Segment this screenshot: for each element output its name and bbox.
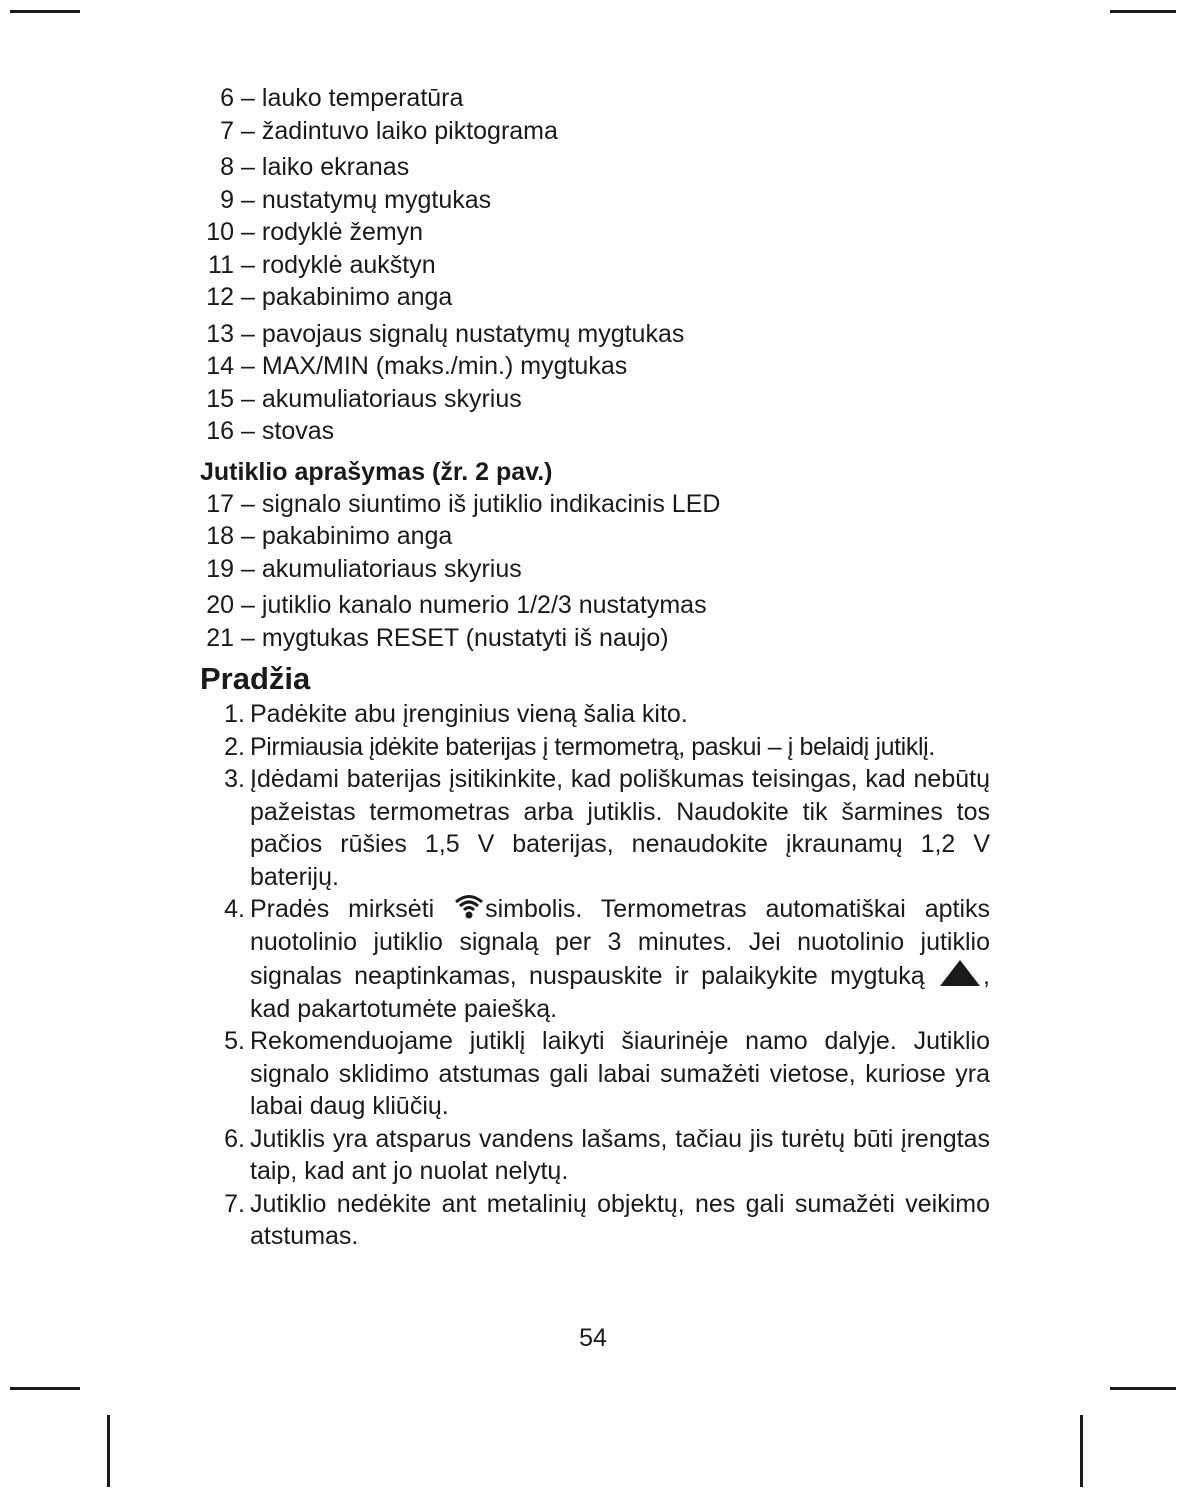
legend-item: 20 – jutiklio kanalo numerio 1/2/3 nustatymas [206,591,707,619]
legend-item: 15 – akumuliatoriaus skyrius [206,384,522,413]
legend-item: 21 – mygtukas RESET (nustatyti iš naujo) [206,623,669,652]
legend-item: 6 – lauko temperatūra [220,84,464,112]
legend-item: 13 – pavojaus signalų nustatymų mygtukas [206,319,685,348]
legend-item: 16 – stovas [206,417,335,445]
legend-item: 11 – rodyklė aukštyn [208,250,436,279]
step-item: 1. Padėkite abu įrenginius vieną šalia kito. [224,700,688,728]
legend-item: 19 – akumuliatoriaus skyrius [206,554,522,583]
step-item: 2. Pirmiausia įdėkite baterijas į termometrą, paskui – į belaidį jutiklį. [224,732,935,761]
page-number: 54 [579,1324,607,1352]
legend-item: 12 – pakabinimo anga [206,283,453,311]
crop-mark-top-right [1110,10,1176,13]
page-content [200,82,990,1253]
legend-item: 18 – pakabinimo anga [206,522,453,550]
device-legend [200,82,990,448]
step-item: 7. Jutiklio nedėkite ant metalinių objektų, nes gali sumažėti veikimo atstumas. [224,1189,990,1250]
legend-item: 9 – nustatymų mygtukas [220,185,492,214]
legend-item: 14 – MAX/MIN (maks./min.) mygtukas [206,352,628,380]
step-text: Pradės mirksėti simbolis. Termometras automatiškai aptiks nuotolinio jutiklio signalą per 3 minutes. Jei nuotolinio jutiklio signalas neaptinkamas, nuspauskite ir palaikykite mygtuką , kad pakartotumėte paiešką. [250,895,991,1023]
getting-started-steps [200,698,990,1253]
legend-item: 7 – žadintuvo laiko piktograma [220,116,558,145]
step-item: 6. Jutiklis yra atsparus vandens lašams, tačiau jis turėtų būti įrengtas taip, kad ant jo nuolat nelytų. [224,1124,990,1185]
step-item: 4. Pradės mirksėti simbolis. Termometras automatiškai aptiks nuotolinio jutiklio signalą per 3 minutes. Jei nuotolinio jutiklio signalas neaptinkamas, nuspauskite ir palaikykite mygtuką , kad pakartotumėte paiešką. [200,893,990,1025]
crop-mark-bottom-right-vertical [1080,1415,1083,1487]
sensor-description-heading: Jutiklio aprašymas (žr. 2 pav.) [200,457,553,486]
step-item: 3. Įdėdami baterijas įsitikinkite, kad poliškumas teisingas, kad nebūtų pažeistas termometras arba jutiklis. Naudokite tik šarmines tos pačios rūšies 1,5 V baterijas, nenaudokite įkraunamų 1,2 V baterijų. [224,765,990,891]
up-arrow-button-icon [938,958,982,988]
crop-mark-bottom-right [1110,1387,1176,1390]
crop-mark-bottom-left-vertical [107,1415,110,1487]
legend-item: 10 – rodyklė žemyn [206,218,424,246]
wireless-signal-icon [454,893,484,921]
crop-mark-top-left [10,10,80,13]
crop-mark-bottom-left [10,1387,80,1390]
legend-item: 17 – signalo siuntimo iš jutiklio indikacinis LED [206,489,721,518]
section-title-getting-started: Pradžia [200,661,311,696]
legend-item: 8 – laiko ekranas [220,153,410,181]
step-item: 5. Rekomenduojame jutiklį laikyti šiaurinėje namo dalyje. Jutiklio signalo sklidimo atstumas gali labai sumažėti vietose, kuriose yra labai daug kliūčių. [224,1027,990,1120]
sensor-legend [200,488,990,655]
